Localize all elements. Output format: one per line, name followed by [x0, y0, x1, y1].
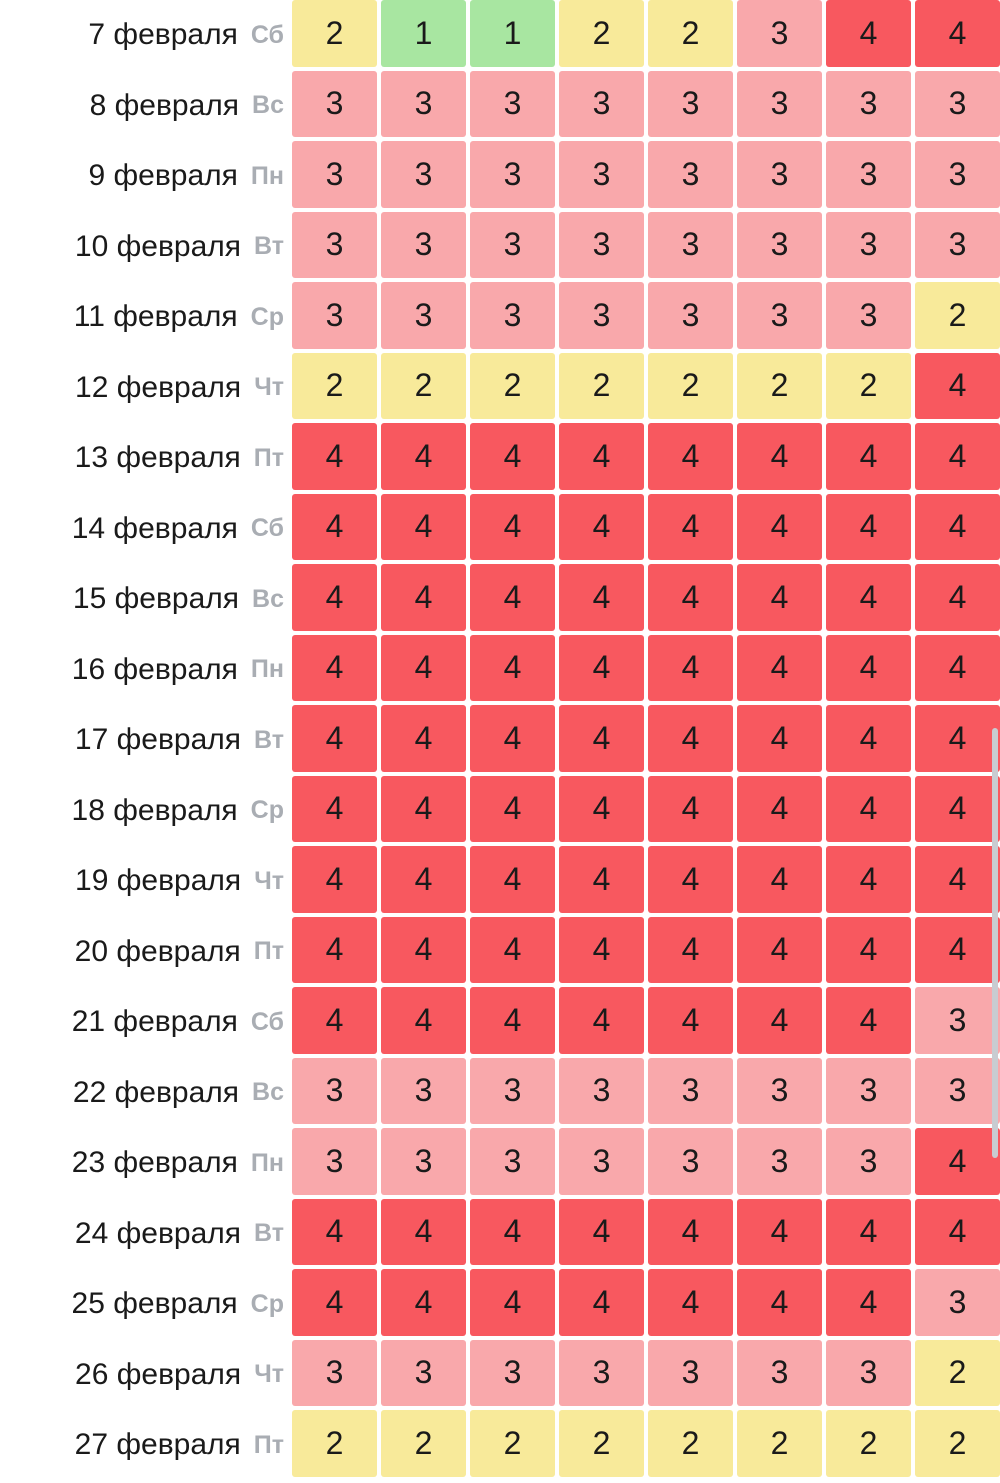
heatmap-row-cells: [292, 1128, 1000, 1199]
heatmap-cell[interactable]: 3: [648, 282, 733, 349]
heatmap-row-cells: [292, 494, 1000, 565]
heatmap-cell[interactable]: 3: [470, 141, 555, 208]
heatmap-cell[interactable]: 4: [470, 705, 555, 772]
row-label-date: 20 февраля: [74, 934, 241, 968]
heatmap-cell[interactable]: 4: [915, 846, 1000, 913]
heatmap-row-cells: [292, 353, 1000, 424]
heatmap-cell[interactable]: 3: [559, 71, 644, 138]
heatmap-cell[interactable]: 4: [915, 423, 1000, 490]
heatmap-cell[interactable]: 3: [826, 71, 911, 138]
heatmap-cell[interactable]: 3: [915, 141, 1000, 208]
heatmap-row: [0, 1199, 1000, 1270]
heatmap-row: [0, 282, 1000, 353]
heatmap-cell[interactable]: 2: [826, 353, 911, 420]
heatmap-cell[interactable]: 3: [915, 71, 1000, 138]
heatmap-row: [0, 423, 1000, 494]
heatmap-cell[interactable]: 3: [292, 212, 377, 279]
heatmap-cell[interactable]: 4: [826, 564, 911, 631]
row-label: [0, 1128, 292, 1199]
heatmap-cell[interactable]: 3: [292, 1058, 377, 1125]
heatmap-cell[interactable]: 2: [559, 0, 644, 67]
row-label: [0, 776, 292, 847]
heatmap-row: [0, 141, 1000, 212]
heatmap-row-cells: [292, 212, 1000, 283]
heatmap-cell[interactable]: 4: [826, 917, 911, 984]
row-label-weekday: Вт: [254, 725, 284, 754]
heatmap-cell[interactable]: 3: [470, 212, 555, 279]
heatmap-cell[interactable]: 3: [826, 282, 911, 349]
heatmap-cell[interactable]: 4: [737, 705, 822, 772]
heatmap-cell[interactable]: 4: [381, 917, 466, 984]
heatmap-cell[interactable]: 2: [737, 353, 822, 420]
heatmap-cell[interactable]: 3: [381, 141, 466, 208]
heatmap-cell[interactable]: 4: [470, 917, 555, 984]
heatmap-cell[interactable]: 3: [826, 212, 911, 279]
heatmap-cell[interactable]: 4: [381, 776, 466, 843]
heatmap-cell[interactable]: 4: [826, 846, 911, 913]
row-label: [0, 1199, 292, 1270]
heatmap-row: [0, 987, 1000, 1058]
heatmap-cell[interactable]: 4: [559, 423, 644, 490]
heatmap-cell[interactable]: 4: [559, 1199, 644, 1266]
heatmap-row-cells: [292, 423, 1000, 494]
row-label-weekday: Чт: [254, 866, 284, 895]
heatmap-row: [0, 71, 1000, 142]
heatmap-cell[interactable]: 4: [381, 564, 466, 631]
heatmap-cell[interactable]: 4: [292, 1269, 377, 1336]
row-label: [0, 917, 292, 988]
row-label-date: 24 февраля: [74, 1216, 242, 1250]
heatmap-cell[interactable]: 2: [559, 353, 644, 420]
heatmap-cell[interactable]: 3: [470, 282, 555, 349]
heatmap-cell[interactable]: 4: [826, 705, 911, 772]
heatmap-cell[interactable]: 4: [381, 635, 466, 702]
heatmap-cell[interactable]: 4: [826, 423, 911, 490]
row-label-date: 14 февраля: [71, 511, 238, 545]
heatmap-cell[interactable]: 4: [915, 564, 1000, 631]
heatmap-cell[interactable]: 4: [470, 564, 555, 631]
heatmap-row: [0, 1058, 1000, 1129]
row-label-date: 8 февраля: [89, 88, 240, 122]
row-label-weekday: Вс: [252, 1078, 284, 1107]
heatmap-cell[interactable]: 4: [737, 564, 822, 631]
heatmap-cell[interactable]: 4: [292, 846, 377, 913]
row-label-weekday: Чт: [254, 373, 284, 402]
heatmap-row: [0, 1269, 1000, 1340]
heatmap-row: [0, 917, 1000, 988]
row-label: [0, 705, 292, 776]
heatmap-cell[interactable]: 3: [559, 141, 644, 208]
heatmap-cell[interactable]: 4: [648, 1199, 733, 1266]
heatmap-row-cells: [292, 846, 1000, 917]
heatmap-cell[interactable]: 3: [559, 1058, 644, 1125]
heatmap-cell[interactable]: 4: [648, 987, 733, 1054]
vertical-scrollbar[interactable]: [992, 728, 998, 1158]
heatmap-cell[interactable]: 4: [826, 987, 911, 1054]
heatmap-cell[interactable]: 2: [559, 1410, 644, 1477]
heatmap-cell[interactable]: 4: [559, 564, 644, 631]
heatmap-cell[interactable]: 4: [381, 705, 466, 772]
heatmap-cell[interactable]: 4: [381, 1269, 466, 1336]
row-label-weekday: Вс: [252, 91, 284, 120]
heatmap-cell[interactable]: 3: [648, 141, 733, 208]
heatmap-cell[interactable]: 4: [915, 776, 1000, 843]
heatmap-cell[interactable]: 2: [470, 353, 555, 420]
heatmap-cell[interactable]: 3: [381, 1340, 466, 1407]
heatmap-cell[interactable]: 3: [915, 212, 1000, 279]
row-label-weekday: Сб: [250, 514, 284, 543]
row-label-date: 17 февраля: [74, 723, 242, 757]
heatmap-cell[interactable]: 2: [292, 353, 377, 420]
row-label-weekday: Пт: [253, 937, 284, 966]
heatmap-cell[interactable]: 4: [648, 846, 733, 913]
heatmap-cell[interactable]: 4: [737, 1269, 822, 1336]
heatmap-cell[interactable]: 3: [292, 1128, 377, 1195]
heatmap-cell[interactable]: 4: [292, 494, 377, 561]
heatmap-cell[interactable]: 4: [470, 776, 555, 843]
heatmap-row-cells: [292, 1340, 1000, 1411]
heatmap-cell[interactable]: 4: [559, 776, 644, 843]
heatmap-cell[interactable]: 4: [826, 1269, 911, 1336]
heatmap-cell[interactable]: 4: [381, 846, 466, 913]
row-label-weekday: Сб: [250, 1007, 284, 1036]
heatmap-cell[interactable]: 4: [826, 635, 911, 702]
row-label-weekday: Пт: [253, 1430, 284, 1459]
row-label-weekday: Пн: [250, 655, 284, 684]
row-label-date: 22 февраля: [72, 1075, 240, 1109]
heatmap-cell[interactable]: 3: [381, 71, 466, 138]
heatmap-cell[interactable]: 2: [826, 1410, 911, 1477]
heatmap-cell[interactable]: 4: [737, 846, 822, 913]
row-label-weekday: Чт: [254, 1360, 284, 1389]
row-label-date: 23 февраля: [71, 1146, 238, 1180]
heatmap-cell[interactable]: 3: [292, 1340, 377, 1407]
row-label: [0, 353, 292, 424]
heatmap-row: [0, 212, 1000, 283]
heatmap-cell[interactable]: 3: [470, 1058, 555, 1125]
heatmap-row: [0, 846, 1000, 917]
row-label-weekday: Вс: [252, 584, 284, 613]
row-label: [0, 282, 292, 353]
heatmap-cell[interactable]: 4: [915, 635, 1000, 702]
row-label: [0, 1269, 292, 1340]
heatmap-row-cells: [292, 1058, 1000, 1129]
heatmap-cell[interactable]: 4: [737, 917, 822, 984]
heatmap-cell[interactable]: 4: [648, 1269, 733, 1336]
row-label-weekday: Пт: [253, 443, 284, 472]
heatmap-cell[interactable]: 3: [915, 1058, 1000, 1125]
heatmap-cell[interactable]: 3: [648, 212, 733, 279]
heatmap-cell[interactable]: 3: [648, 71, 733, 138]
heatmap-row-cells: [292, 917, 1000, 988]
heatmap-cell[interactable]: 3: [648, 1340, 733, 1407]
heatmap-row-cells: [292, 1199, 1000, 1270]
heatmap-row: [0, 353, 1000, 424]
heatmap-row-cells: [292, 705, 1000, 776]
heatmap-cell[interactable]: 2: [915, 282, 1000, 349]
heatmap-cell[interactable]: 4: [826, 0, 911, 67]
heatmap-row: [0, 0, 1000, 71]
row-label: [0, 0, 292, 71]
row-label: [0, 987, 292, 1058]
heatmap-cell[interactable]: 3: [381, 212, 466, 279]
heatmap-cell[interactable]: 4: [648, 494, 733, 561]
heatmap-cell[interactable]: 3: [737, 1340, 822, 1407]
heatmap-cell[interactable]: 2: [648, 1410, 733, 1477]
heatmap-cell[interactable]: 2: [292, 0, 377, 67]
heatmap-cell[interactable]: 4: [559, 705, 644, 772]
heatmap-cell[interactable]: 3: [737, 212, 822, 279]
row-label: [0, 846, 292, 917]
row-label: [0, 1340, 292, 1411]
heatmap-cell[interactable]: 2: [648, 0, 733, 67]
heatmap-cell[interactable]: 3: [381, 1058, 466, 1125]
row-label-date: 25 февраля: [71, 1287, 238, 1321]
heatmap-cell[interactable]: 4: [915, 1199, 1000, 1266]
heatmap-cell[interactable]: 4: [826, 494, 911, 561]
row-label: [0, 1058, 292, 1129]
heatmap-cell[interactable]: 4: [737, 1199, 822, 1266]
heatmap-cell[interactable]: 2: [292, 1410, 377, 1477]
heatmap-cell[interactable]: 4: [292, 635, 377, 702]
row-label-date: 13 февраля: [74, 441, 241, 475]
row-label-date: 27 февраля: [74, 1428, 241, 1462]
row-label-weekday: Пн: [250, 1148, 284, 1177]
heatmap-cell[interactable]: 4: [737, 987, 822, 1054]
heatmap-cell[interactable]: 3: [470, 71, 555, 138]
heatmap-cell[interactable]: 4: [559, 987, 644, 1054]
heatmap-cell[interactable]: 3: [826, 1058, 911, 1125]
heatmap-row-cells: [292, 0, 1000, 71]
heatmap-cell[interactable]: 4: [381, 1199, 466, 1266]
heatmap-cell[interactable]: 4: [559, 846, 644, 913]
heatmap-row: [0, 635, 1000, 706]
heatmap-cell[interactable]: 4: [470, 635, 555, 702]
heatmap-cell[interactable]: 3: [737, 141, 822, 208]
heatmap-cell[interactable]: 4: [648, 705, 733, 772]
heatmap-cell[interactable]: 4: [737, 423, 822, 490]
heatmap-cell[interactable]: 3: [559, 1128, 644, 1195]
heatmap-row: [0, 1128, 1000, 1199]
row-label: [0, 212, 292, 283]
heatmap-cell[interactable]: 3: [826, 1340, 911, 1407]
heatmap-cell[interactable]: 4: [292, 776, 377, 843]
heatmap-row: [0, 1340, 1000, 1411]
heatmap-cell[interactable]: 4: [292, 917, 377, 984]
heatmap-cell[interactable]: 4: [381, 987, 466, 1054]
heatmap-cell[interactable]: 4: [470, 987, 555, 1054]
row-label: [0, 1410, 292, 1481]
row-label-date: 7 февраля: [88, 18, 238, 52]
row-label: [0, 494, 292, 565]
heatmap-row-cells: [292, 776, 1000, 847]
heatmap-cell[interactable]: 3: [559, 282, 644, 349]
row-label-date: 16 февраля: [71, 652, 238, 686]
heatmap-cell[interactable]: 3: [737, 0, 822, 67]
heatmap-row-cells: [292, 1269, 1000, 1340]
heatmap-cell[interactable]: 4: [292, 705, 377, 772]
heatmap-cell[interactable]: 4: [648, 917, 733, 984]
heatmap-cell[interactable]: 3: [826, 1128, 911, 1195]
heatmap-cell[interactable]: 4: [470, 423, 555, 490]
heatmap-cell[interactable]: 4: [915, 917, 1000, 984]
heatmap-cell[interactable]: 3: [737, 71, 822, 138]
heatmap-cell[interactable]: 3: [737, 1058, 822, 1125]
heatmap-cell[interactable]: 4: [559, 1269, 644, 1336]
heatmap-cell[interactable]: 4: [737, 635, 822, 702]
heatmap-cell[interactable]: 4: [559, 635, 644, 702]
heatmap-cell[interactable]: 2: [915, 1340, 1000, 1407]
heatmap-cell[interactable]: 1: [381, 0, 466, 67]
row-label-weekday: Ср: [250, 302, 284, 331]
heatmap-cell[interactable]: 4: [826, 1199, 911, 1266]
heatmap-cell[interactable]: 3: [648, 1128, 733, 1195]
heatmap-cell[interactable]: 4: [826, 776, 911, 843]
row-label-weekday: Ср: [250, 796, 284, 825]
heatmap-row-cells: [292, 282, 1000, 353]
heatmap-cell[interactable]: 2: [648, 353, 733, 420]
heatmap-row: [0, 776, 1000, 847]
row-label-date: 12 февраля: [75, 370, 242, 404]
heatmap-cell[interactable]: 4: [292, 987, 377, 1054]
heatmap-row-cells: [292, 141, 1000, 212]
heatmap-cell[interactable]: 4: [737, 776, 822, 843]
heatmap-row-cells: [292, 71, 1000, 142]
row-label-date: 15 февраля: [72, 582, 240, 616]
heatmap-cell[interactable]: 2: [737, 1410, 822, 1477]
row-label: [0, 71, 292, 142]
heatmap-cell[interactable]: 4: [292, 1199, 377, 1266]
heatmap-cell[interactable]: 4: [470, 1269, 555, 1336]
row-label-weekday: Ср: [250, 1289, 284, 1318]
row-label: [0, 564, 292, 635]
heatmap-cell[interactable]: 3: [292, 141, 377, 208]
heatmap-cell[interactable]: 4: [292, 423, 377, 490]
heatmap-cell[interactable]: 3: [470, 1340, 555, 1407]
row-label: [0, 635, 292, 706]
heatmap-cell[interactable]: 4: [915, 353, 1000, 420]
heatmap-cell[interactable]: 3: [559, 212, 644, 279]
heatmap-cell[interactable]: 4: [648, 423, 733, 490]
row-label-date: 10 февраля: [74, 229, 242, 263]
heatmap-row-cells: [292, 564, 1000, 635]
heatmap-cell[interactable]: 3: [292, 71, 377, 138]
row-label: [0, 141, 292, 212]
heatmap-row-cells: [292, 987, 1000, 1058]
row-label-weekday: Сб: [250, 20, 284, 49]
heatmap-cell[interactable]: 3: [559, 1340, 644, 1407]
row-label: [0, 423, 292, 494]
heatmap-cell[interactable]: 3: [915, 1269, 1000, 1336]
heatmap-cell[interactable]: 3: [737, 1128, 822, 1195]
heatmap-cell[interactable]: 3: [381, 282, 466, 349]
row-label-weekday: Вт: [254, 1219, 284, 1248]
heatmap-cell[interactable]: 4: [648, 564, 733, 631]
heatmap-cell[interactable]: 4: [915, 494, 1000, 561]
heatmap-cell[interactable]: 4: [648, 635, 733, 702]
heatmap-row-cells: [292, 635, 1000, 706]
heatmap-cell[interactable]: 2: [381, 353, 466, 420]
heatmap-cell[interactable]: 3: [292, 282, 377, 349]
heatmap-row: [0, 564, 1000, 635]
heatmap-cell[interactable]: 4: [470, 1199, 555, 1266]
heatmap-cell[interactable]: 4: [292, 564, 377, 631]
heatmap-cell[interactable]: 4: [915, 0, 1000, 67]
heatmap-cell[interactable]: 4: [559, 494, 644, 561]
row-label-weekday: Вт: [254, 232, 284, 261]
row-label-date: 26 февраля: [75, 1357, 242, 1391]
heatmap-cell[interactable]: 1: [470, 0, 555, 67]
heatmap-cell[interactable]: 4: [381, 423, 466, 490]
heatmap-cell[interactable]: 2: [470, 1410, 555, 1477]
row-label-date: 11 февраля: [73, 300, 238, 334]
row-label-date: 19 февраля: [75, 864, 242, 898]
row-label-date: 18 февраля: [71, 793, 238, 827]
heatmap-cell[interactable]: 3: [381, 1128, 466, 1195]
heatmap-cell[interactable]: 2: [381, 1410, 466, 1477]
heatmap-cell[interactable]: 3: [915, 987, 1000, 1054]
heatmap-cell[interactable]: 4: [470, 846, 555, 913]
heatmap-cell[interactable]: 4: [915, 1128, 1000, 1195]
heatmap-cell[interactable]: 3: [737, 282, 822, 349]
heatmap-row: [0, 1410, 1000, 1481]
heatmap-row-cells: [292, 1410, 1000, 1481]
heatmap-cell[interactable]: 4: [559, 917, 644, 984]
heatmap-cell[interactable]: 4: [470, 494, 555, 561]
heatmap-cell[interactable]: 2: [915, 1410, 1000, 1477]
heatmap-row: [0, 705, 1000, 776]
heatmap-cell[interactable]: 3: [648, 1058, 733, 1125]
heatmap-cell[interactable]: 4: [915, 705, 1000, 772]
heatmap-cell[interactable]: 4: [737, 494, 822, 561]
row-label-date: 9 февраля: [88, 159, 238, 193]
heatmap-row: [0, 494, 1000, 565]
heatmap-cell[interactable]: 3: [470, 1128, 555, 1195]
heatmap-cell[interactable]: 3: [826, 141, 911, 208]
heatmap-cell[interactable]: 4: [648, 776, 733, 843]
row-label-weekday: Пн: [250, 161, 284, 190]
row-label-date: 21 февраля: [71, 1005, 238, 1039]
heatmap-cell[interactable]: 4: [381, 494, 466, 561]
